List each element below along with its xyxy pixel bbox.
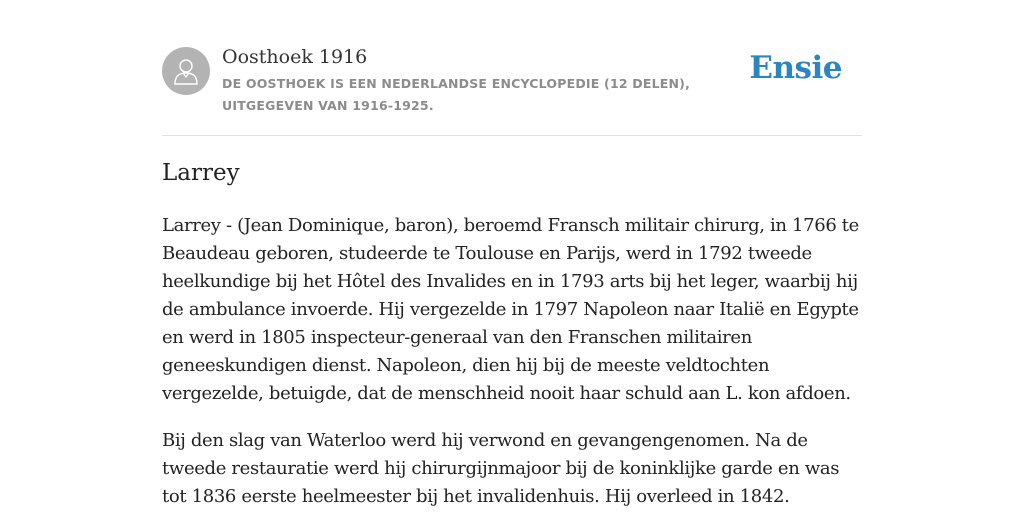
article-paragraph-2: Bij den slag van Waterloo werd hij verwond en gevangengenomen. Na de tweede restauratie werd hij chirurgijnmajoor bij de koninklijke garde en was tot 1836 eerste heelmeester bij het invalidenhuis. Hij overleed in 1842. <box>162 430 840 507</box>
user-icon <box>173 57 199 85</box>
source-header <box>162 0 862 136</box>
avatar[interactable] <box>162 47 210 95</box>
page-container <box>162 0 862 507</box>
brand-logo[interactable]: Ensie <box>749 50 842 86</box>
article-paragraph-1: Larrey - (Jean Dominique, baron), beroemd Fransch militair chirurg, in 1766 te Beaudeau geboren, studeerde te Toulouse en Parijs, werd in 1792 tweede heelkundige bij het Hôtel des Invalides en in 1793 arts bij het leger, waarbij hij de ambulance invoerde. Hij vergezelde in 1797 Napoleon naar Italië en Egypte en werd in 1805 inspecteur-generaal van den Franschen militairen geneeskundigen dienst. Napoleon, dien hij bij de meeste veldtochten vergezelde, betuigde, dat de menschheid nooit haar schuld aan L. kon afdoen. <box>162 215 859 404</box>
article-title: Larrey <box>162 160 240 186</box>
source-name[interactable]: Oosthoek 1916 <box>222 46 368 68</box>
source-description: DE OOSTHOEK IS EEN NEDERLANDSE ENCYCLOPEDIE (12 DELEN), UITGEGEVEN VAN 1916-1925. <box>222 76 691 113</box>
